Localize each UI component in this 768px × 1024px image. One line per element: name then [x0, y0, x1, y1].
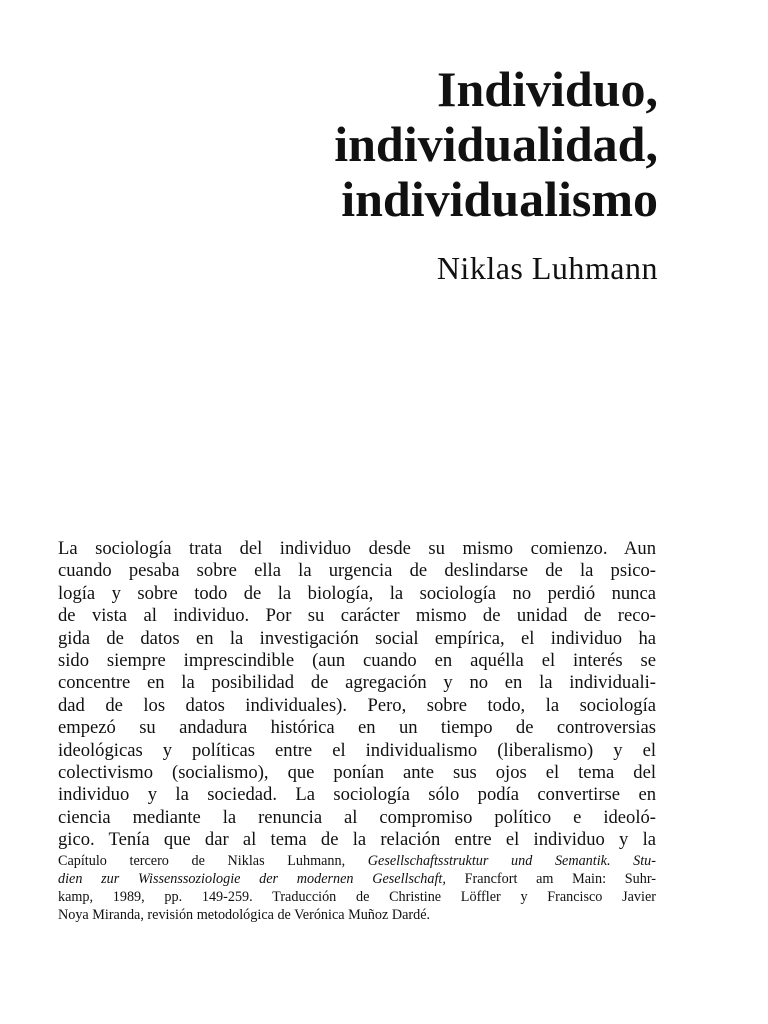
footnote-line-1	[58, 852, 656, 870]
title-line-1: Individuo,	[437, 61, 658, 117]
body-line: gida de datos en la investigación social empírica, el individuo ha	[58, 627, 656, 649]
body-line: La sociología trata del individuo desde su mismo comienzo. Aun	[58, 538, 656, 559]
footnote-text: Capítulo tercero de Niklas Luhmann,	[58, 853, 368, 869]
footnote-book-title: Gesellschaftsstruktur und Semantik. Stu-	[367, 853, 656, 869]
footnote-line-2	[58, 870, 656, 888]
body-line: ciencia mediante la renuncia al compromiso político e ideoló-	[58, 806, 656, 828]
body-line: individuo y la sociedad. La sociología sólo podía convertirse en	[58, 784, 656, 806]
chapter-title	[334, 62, 658, 227]
footnote	[58, 852, 656, 924]
body-line: cuando pesaba sobre ella la urgencia de deslindarse de la psico-	[58, 560, 656, 582]
body-line: gico. Tenía que dar al tema de la relación entre el individuo y la	[58, 829, 656, 851]
body-line: colectivismo (socialismo), que ponían ante sus ojos el tema del	[58, 762, 656, 784]
footnote-line-4: Noya Miranda, revisión metodológica de Verónica Muñoz Dardé.	[58, 907, 431, 923]
title-line-2: individualidad,	[334, 116, 658, 172]
footnote-book-subtitle: dien zur Wissenssoziologie der modernen Gesellschaft,	[58, 871, 446, 887]
title-line-3: individualismo	[341, 171, 658, 227]
body-line: logía y sobre todo de la biología, la sociología no perdió nunca	[58, 582, 656, 604]
body-line: ideológicas y políticas entre el individualismo (liberalismo) y el	[58, 739, 656, 761]
body-line: concentre en la posibilidad de agregación y no en la individuali-	[58, 672, 656, 694]
body-line: dad de los datos individuales). Pero, sobre todo, la sociología	[58, 694, 656, 716]
footnote-text: Francfort am Main: Suhr-	[445, 871, 656, 887]
body-paragraph	[58, 538, 656, 852]
body-line: de vista al individuo. Por su carácter mismo de unidad de reco-	[58, 605, 656, 627]
footnote-line-3: kamp, 1989, pp. 149-259. Traducción de Christine Löffler y Francisco Javier	[58, 889, 656, 905]
body-line: empezó su andadura histórica en un tiempo de controversias	[58, 717, 656, 739]
author-name: Niklas Luhmann	[436, 250, 658, 286]
body-line: sido siempre imprescindible (aun cuando en aquélla el interés se	[58, 650, 656, 672]
